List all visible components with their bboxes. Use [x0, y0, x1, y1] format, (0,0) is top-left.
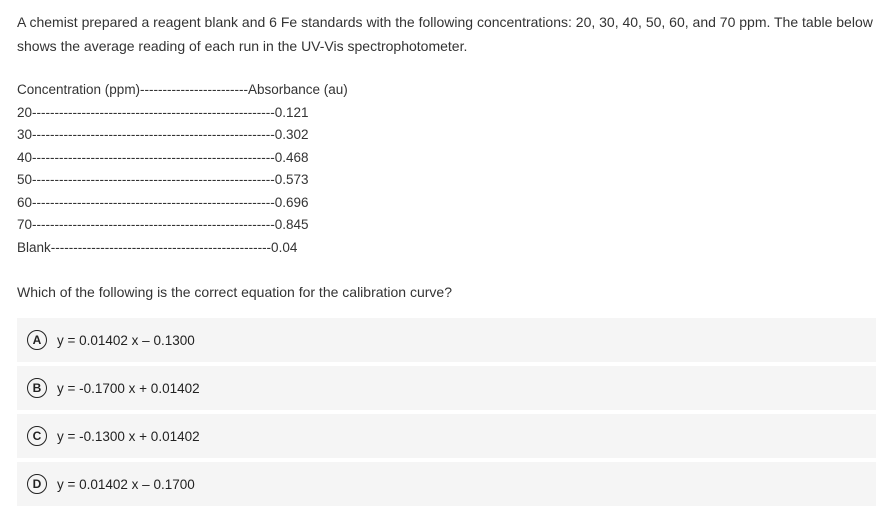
table-header: Concentration (ppm)------------------------Absorbance (au) — [17, 82, 348, 97]
option-b[interactable] — [17, 366, 876, 410]
option-c[interactable] — [17, 414, 876, 458]
table-row: 60------------------------------------------------------0.696 — [17, 194, 309, 210]
table-row: Blank-------------------------------------------------0.04 — [17, 239, 298, 255]
option-letter-badge: B — [27, 378, 47, 398]
option-text: y = -0.1700 x + 0.01402 — [57, 380, 200, 396]
table-row: 70------------------------------------------------------0.845 — [17, 217, 309, 232]
answer-options — [17, 318, 876, 510]
option-letter-badge: D — [27, 474, 47, 494]
option-letter-badge: C — [27, 426, 47, 446]
option-text: y = 0.01402 x – 0.1700 — [57, 476, 195, 492]
table-row: 20------------------------------------------------------0.121 — [17, 104, 309, 120]
table-row: 30------------------------------------------------------0.302 — [17, 127, 309, 142]
question-prompt: A chemist prepared a reagent blank and 6 Fe standards with the following concentrations: 20, 30, 40, 50, 60, and 70 ppm. The table below shows the average reading of each run in the UV-Vis spectrophotometer. — [17, 14, 873, 54]
table-row: 50------------------------------------------------------0.573 — [17, 172, 309, 187]
option-text: y = -0.1300 x + 0.01402 — [57, 428, 200, 444]
question-stem: Which of the following is the correct equation for the calibration curve? — [17, 284, 453, 300]
option-d[interactable] — [17, 462, 876, 506]
data-table — [17, 79, 437, 259]
table-row: 40------------------------------------------------------0.468 — [17, 149, 309, 165]
option-letter-badge: A — [27, 330, 47, 350]
option-text: y = 0.01402 x – 0.1300 — [57, 332, 195, 348]
option-a[interactable] — [17, 318, 876, 362]
